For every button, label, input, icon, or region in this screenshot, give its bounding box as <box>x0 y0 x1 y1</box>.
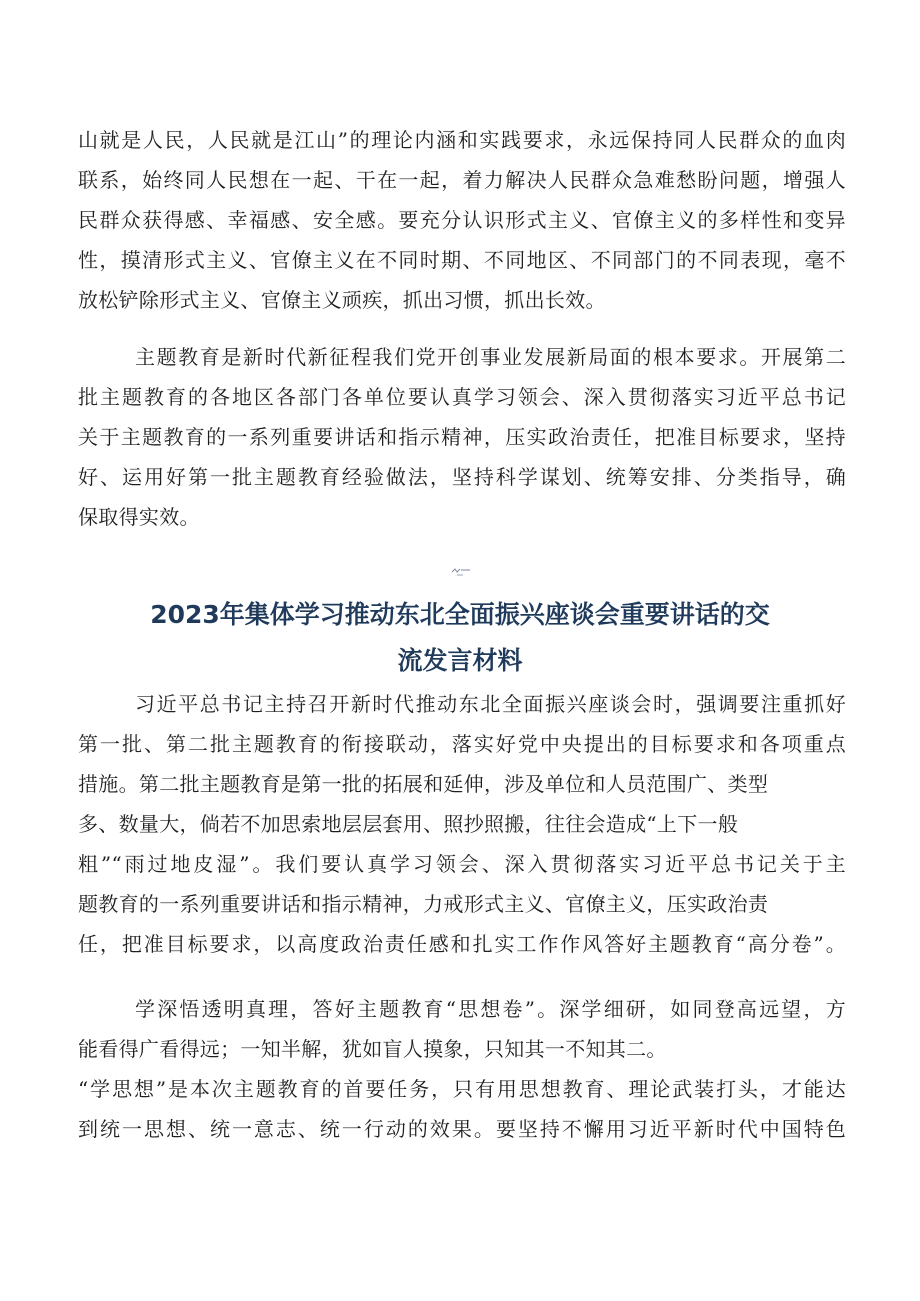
text-line: 批主题教育的各地区各部门各单位要认真学习领会、深入贯彻落实习近平总书记 <box>78 385 846 409</box>
text-line: 性，摸清形式主义、官僚主义在不同时期、不同地区、不同部门的不同表现，毫不 <box>78 248 846 272</box>
text-line: 粗”“雨过地皮湿”。我们要认真学习领会、深入贯彻落实习近平总书记关于主 <box>78 852 846 876</box>
text-line: 任，把准目标要求，以高度政治责任感和扎实工作作风答好主题教育“高分卷”。 <box>78 932 846 956</box>
text-line: 联系，始终同人民想在一起、干在一起，着力解决人民群众急难愁盼问题，增强人 <box>78 168 846 192</box>
text-line: 好、运用好第一批主题教育经验做法，坚持科学谋划、统筹安排、分类指导，确 <box>78 465 846 489</box>
text-line: 到统一思想、统一意志、统一行动的效果。要坚持不懈用习近平新时代中国特色 <box>78 1117 846 1141</box>
text-line: 能看得广看得远；一知半解，犹如盲人摸象，只知其一不知其二。 <box>78 1037 667 1061</box>
text-line: 主题教育是新时代新征程我们党开创事业发展新局面的根本要求。开展第二 <box>135 345 846 369</box>
text-line: 山就是人民，人民就是江山”的理论内涵和实践要求，永远保持同人民群众的血肉 <box>78 128 846 152</box>
text-line: 第一批、第二批主题教育的衔接联动，落实好党中央提出的目标要求和各项重点 <box>78 732 846 756</box>
document-title: 2023年集体学习推动东北全面振兴座谈会重要讲话的交 <box>150 600 770 629</box>
text-line: 题教育的一系列重要讲话和指示精神，力戒形式主义、官僚主义，压实政治责 <box>78 892 769 916</box>
text-line: 多、数量大，倘若不加思索地层层套用、照抄照搬，往往会造成“上下一般 <box>78 812 739 836</box>
text-line: 保取得实效。 <box>78 505 200 529</box>
section-divider-icon <box>451 566 471 576</box>
text-line: 措施。第二批主题教育是第一批的拓展和延伸，涉及单位和人员范围广、类型 <box>78 772 769 796</box>
text-line: 关于主题教育的一系列重要讲话和指示精神，压实政治责任，把准目标要求，坚持 <box>78 425 846 449</box>
text-line: “学思想”是本次主题教育的首要任务，只有用思想教育、理论武装打头，才能达 <box>78 1077 846 1101</box>
document-title: 流发言材料 <box>397 646 523 675</box>
text-line: 民群众获得感、幸福感、安全感。要充分认识形式主义、官僚主义的多样性和变异 <box>78 208 846 232</box>
text-line: 习近平总书记主持召开新时代推动东北全面振兴座谈会时，强调要注重抓好 <box>135 692 846 716</box>
text-line: 放松铲除形式主义、官僚主义顽疾，抓出习惯，抓出长效。 <box>78 288 606 312</box>
text-line: 学深悟透明真理，答好主题教育“思想卷”。深学细研，如同登高远望，方 <box>135 997 846 1021</box>
